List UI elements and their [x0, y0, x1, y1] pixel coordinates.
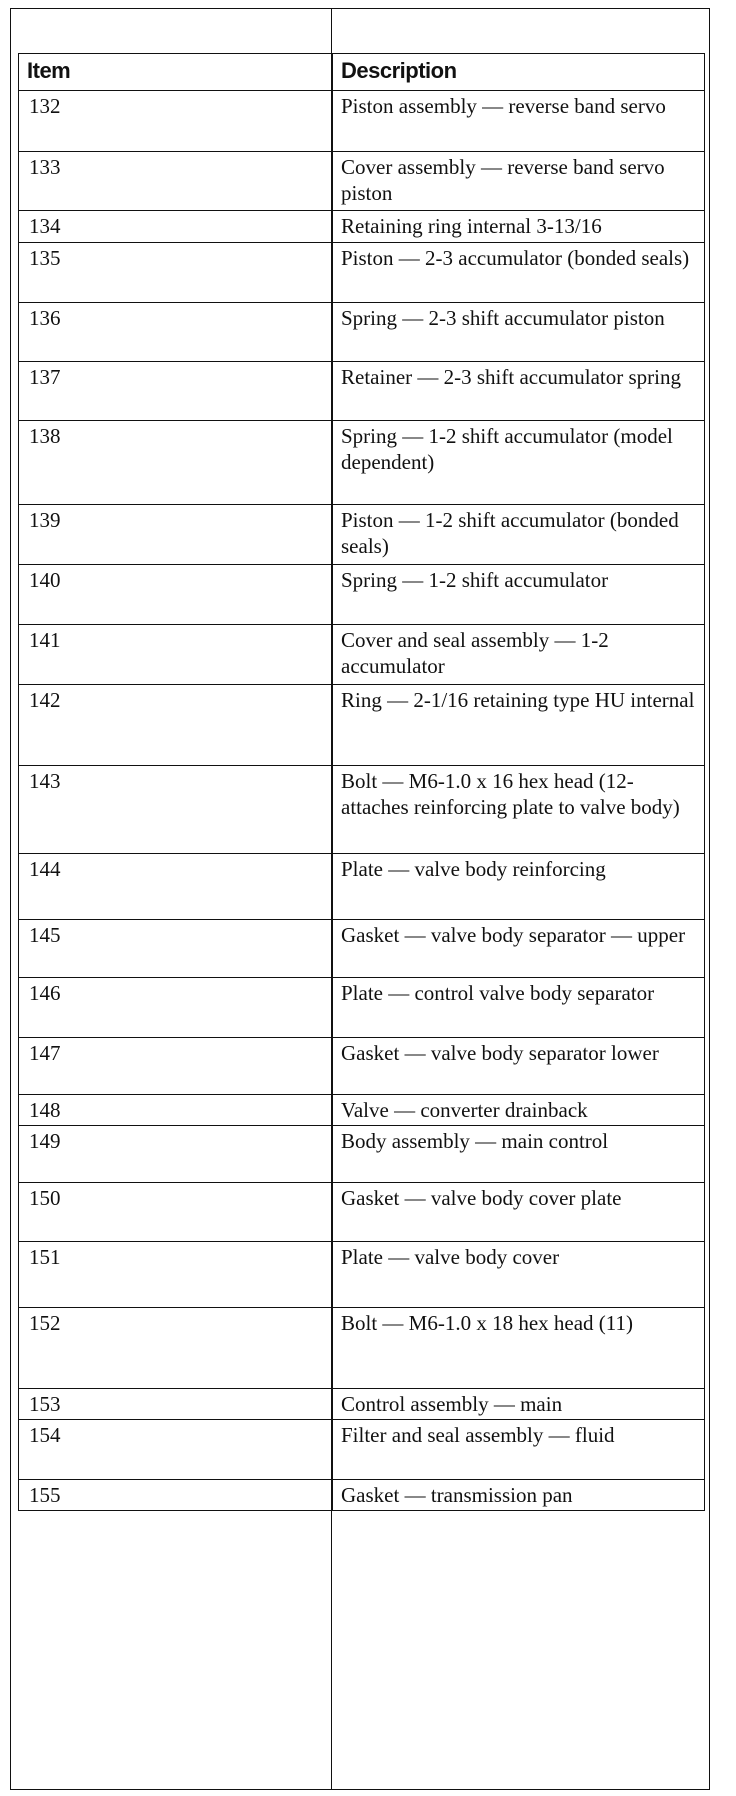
item-number: 150	[19, 1183, 333, 1242]
table-row	[19, 978, 705, 1038]
table-row	[19, 1183, 705, 1242]
table-row	[19, 303, 705, 362]
item-number: 152	[19, 1308, 333, 1389]
item-number: 145	[19, 920, 333, 978]
item-number: 151	[19, 1242, 333, 1308]
item-description: Piston — 2-3 accumulator (bonded seals)	[333, 243, 705, 303]
table-row	[19, 1095, 705, 1126]
table-row	[19, 1389, 705, 1420]
item-number: 142	[19, 685, 333, 766]
item-description: Filter and seal assembly — fluid	[333, 1420, 705, 1480]
item-number: 134	[19, 211, 333, 243]
item-description: Gasket — valve body cover plate	[333, 1183, 705, 1242]
table-row	[19, 565, 705, 625]
item-description: Plate — valve body cover	[333, 1242, 705, 1308]
item-description: Bolt — M6-1.0 x 16 hex head (12-attaches reinforcing plate to valve body)	[333, 766, 705, 854]
parts-table-body	[19, 91, 705, 1511]
table-row	[19, 505, 705, 565]
item-description: Plate — control valve body separator	[333, 978, 705, 1038]
item-description: Retaining ring internal 3-13/16	[333, 211, 705, 243]
table-row	[19, 152, 705, 211]
item-description: Gasket — transmission pan	[333, 1480, 705, 1511]
table-row	[19, 766, 705, 854]
item-number: 155	[19, 1480, 333, 1511]
item-number: 136	[19, 303, 333, 362]
parts-list-frame	[10, 8, 710, 1790]
item-number: 154	[19, 1420, 333, 1480]
item-description: Bolt — M6-1.0 x 18 hex head (11)	[333, 1308, 705, 1389]
item-description: Cover assembly — reverse band servo piston	[333, 152, 705, 211]
item-number: 149	[19, 1126, 333, 1183]
item-number: 140	[19, 565, 333, 625]
table-row	[19, 211, 705, 243]
table-row	[19, 1242, 705, 1308]
item-description: Spring — 2-3 shift accumulator piston	[333, 303, 705, 362]
description-column-header: Description	[333, 54, 705, 91]
item-number: 141	[19, 625, 333, 685]
parts-table	[18, 53, 705, 1511]
table-row	[19, 1480, 705, 1511]
item-description: Plate — valve body reinforcing	[333, 854, 705, 920]
item-description: Piston — 1-2 shift accumulator (bonded seals)	[333, 505, 705, 565]
header-row	[19, 54, 705, 91]
item-number: 146	[19, 978, 333, 1038]
table-row	[19, 243, 705, 303]
item-number: 148	[19, 1095, 333, 1126]
table-row	[19, 1308, 705, 1389]
table-row	[19, 1126, 705, 1183]
item-number: 139	[19, 505, 333, 565]
item-number: 147	[19, 1038, 333, 1095]
item-column-header: Item	[19, 54, 333, 91]
item-number: 153	[19, 1389, 333, 1420]
table-row	[19, 362, 705, 421]
item-description: Retainer — 2-3 shift accumulator spring	[333, 362, 705, 421]
item-number: 135	[19, 243, 333, 303]
item-number: 133	[19, 152, 333, 211]
item-description: Control assembly — main	[333, 1389, 705, 1420]
table-row	[19, 1038, 705, 1095]
item-number: 137	[19, 362, 333, 421]
item-description: Cover and seal assembly — 1-2 accumulator	[333, 625, 705, 685]
item-description: Piston assembly — reverse band servo	[333, 91, 705, 152]
item-number: 143	[19, 766, 333, 854]
table-row	[19, 91, 705, 152]
item-number: 138	[19, 421, 333, 505]
item-description: Gasket — valve body separator lower	[333, 1038, 705, 1095]
item-description: Ring — 2-1/16 retaining type HU internal	[333, 685, 705, 766]
item-description: Spring — 1-2 shift accumulator	[333, 565, 705, 625]
item-description: Spring — 1-2 shift accumulator (model dependent)	[333, 421, 705, 505]
item-number: 144	[19, 854, 333, 920]
item-description: Valve — converter drainback	[333, 1095, 705, 1126]
table-row	[19, 1420, 705, 1480]
item-description: Body assembly — main control	[333, 1126, 705, 1183]
table-row	[19, 421, 705, 505]
item-description: Gasket — valve body separator — upper	[333, 920, 705, 978]
table-row	[19, 685, 705, 766]
table-row	[19, 625, 705, 685]
item-number: 132	[19, 91, 333, 152]
table-row	[19, 854, 705, 920]
table-row	[19, 920, 705, 978]
